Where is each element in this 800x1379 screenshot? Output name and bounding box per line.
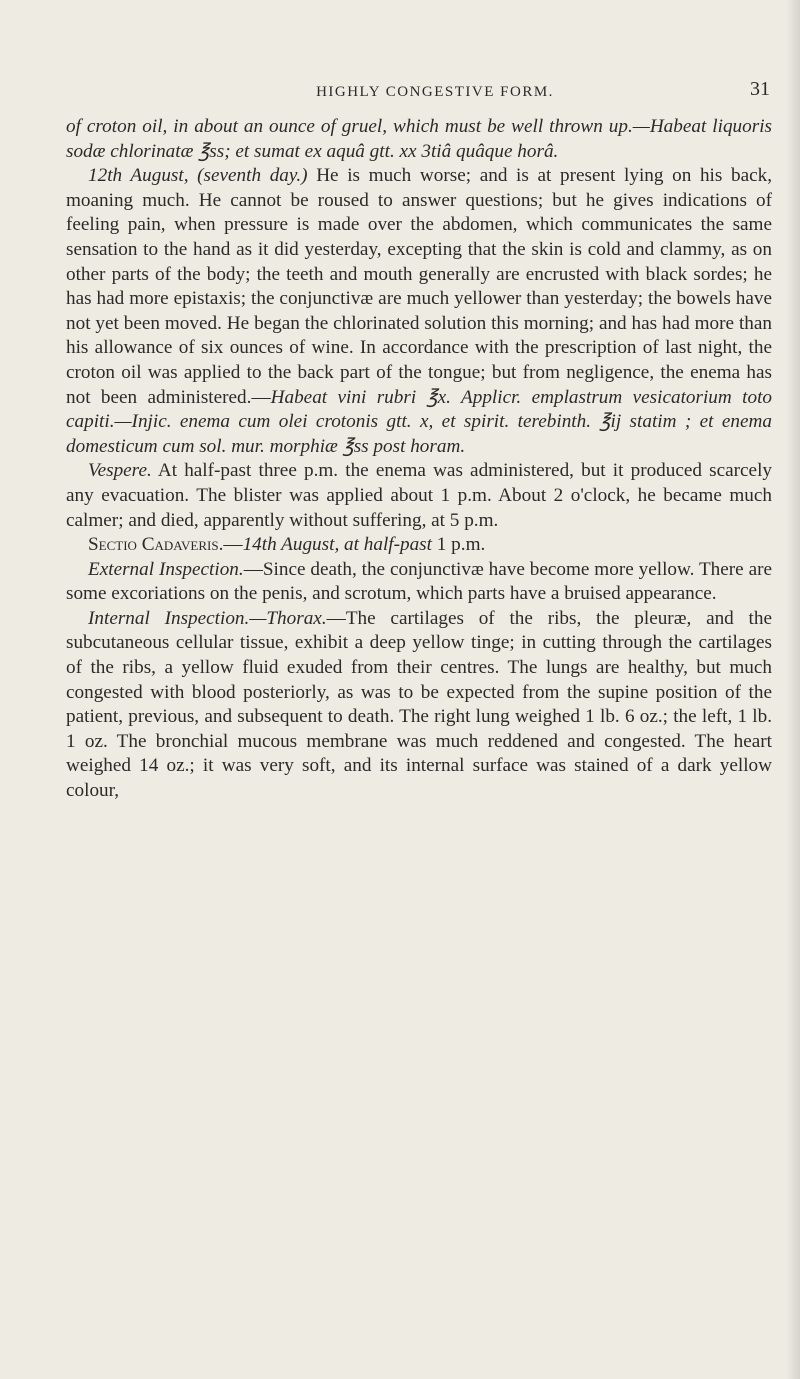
- text-segment: 1 p.m.: [431, 534, 486, 556]
- text-segment: —The cartilages of the ribs, the pleuræ, and the subcutaneous cellular tissue, exhibit a deep yellow tinge; in cutting through the cartilages of the ribs, a yellow fluid exuded from their centres. The lungs are healthy, but much congested with blood posteriorly, as was to be expected from the supine position of the patient, previous, and subsequent to death. The right lung weighed 1 lb. 6 oz.; the left, 1 lb. 1 oz. The bronchial mucous membrane was much reddened and congested. The heart weighed 14 oz.; it was very soft, and its internal surface was stained of a dark yellow colour,: [66, 607, 772, 802]
- running-head: HIGHLY CONGESTIVE FORM.: [316, 84, 554, 100]
- paragraph: [66, 533, 772, 558]
- page-edge-shadow: [786, 0, 800, 1379]
- text-segment: He is much worse; and is at present lying on his back, moaning much. He cannot be roused to answer questions; but he gives indications of feeling pain, when pressure is made over the abdomen, which communicates the same sensation to the hand as it did yesterday, excepting that the skin is cold and clammy, as on other parts of the body; the teeth and mouth generally are encrusted with black sordes; he has had more epistaxis; the conjunctivæ are much yellower than yesterday; the bowels have not yet been moved. He began the chlorinated solution this morning; and has had more than his allowance of six ounces of wine. In accordance with the prescription of last night, the croton oil was applied to the back part of the tongue; but from negligence, the enema has not been administered.—: [66, 165, 772, 408]
- text-segment: —: [223, 534, 243, 556]
- paragraph: [66, 558, 772, 607]
- text-segment: —Since death, the conjunctivæ have become more yellow. There are some excoriations on the penis, and scrotum, which parts have a bruised appearance.: [66, 558, 772, 605]
- text-segment: At half-past three p.m. the enema was administered, but it produced scarcely any evacuation. The blister was applied about 1 p.m. About 2 o'clock, he became much calmer; and died, apparently without suffering, at 5 p.m.: [66, 460, 772, 531]
- paragraph: [66, 115, 772, 164]
- text-segment: 12th August, (seventh day.): [88, 165, 308, 187]
- body-text: [66, 115, 772, 804]
- paragraph: [66, 164, 772, 459]
- text-segment: 14th August, at half-past: [242, 534, 432, 556]
- text-segment: of croton oil, in about an ounce of gruel, which must be well thrown up.—Habeat liquoris sodæ chlorinatæ ℥ss; et sumat ex aquâ gtt. xx 3tiâ quâque horâ.: [66, 116, 772, 162]
- text-segment: Habeat vini rubri ℥x. Applicr. emplastrum vesicatorium toto capiti.—Injic. enema cum olei crotonis gtt. x, et spirit. terebinth. ℥ij statim ; et enema domesticum cum sol. mur. morphiæ ℥ss post horam.: [66, 386, 772, 457]
- section-heading: Sectio Cadaveris.: [88, 534, 224, 556]
- paragraph: [66, 459, 772, 533]
- paragraph: [66, 607, 772, 804]
- page-header: [100, 78, 770, 108]
- text-segment: Internal Inspection.—Thorax.: [88, 607, 327, 629]
- text-segment: External Inspection.: [88, 558, 244, 580]
- text-segment: Vespere.: [88, 460, 152, 482]
- page-number: 31: [750, 78, 770, 100]
